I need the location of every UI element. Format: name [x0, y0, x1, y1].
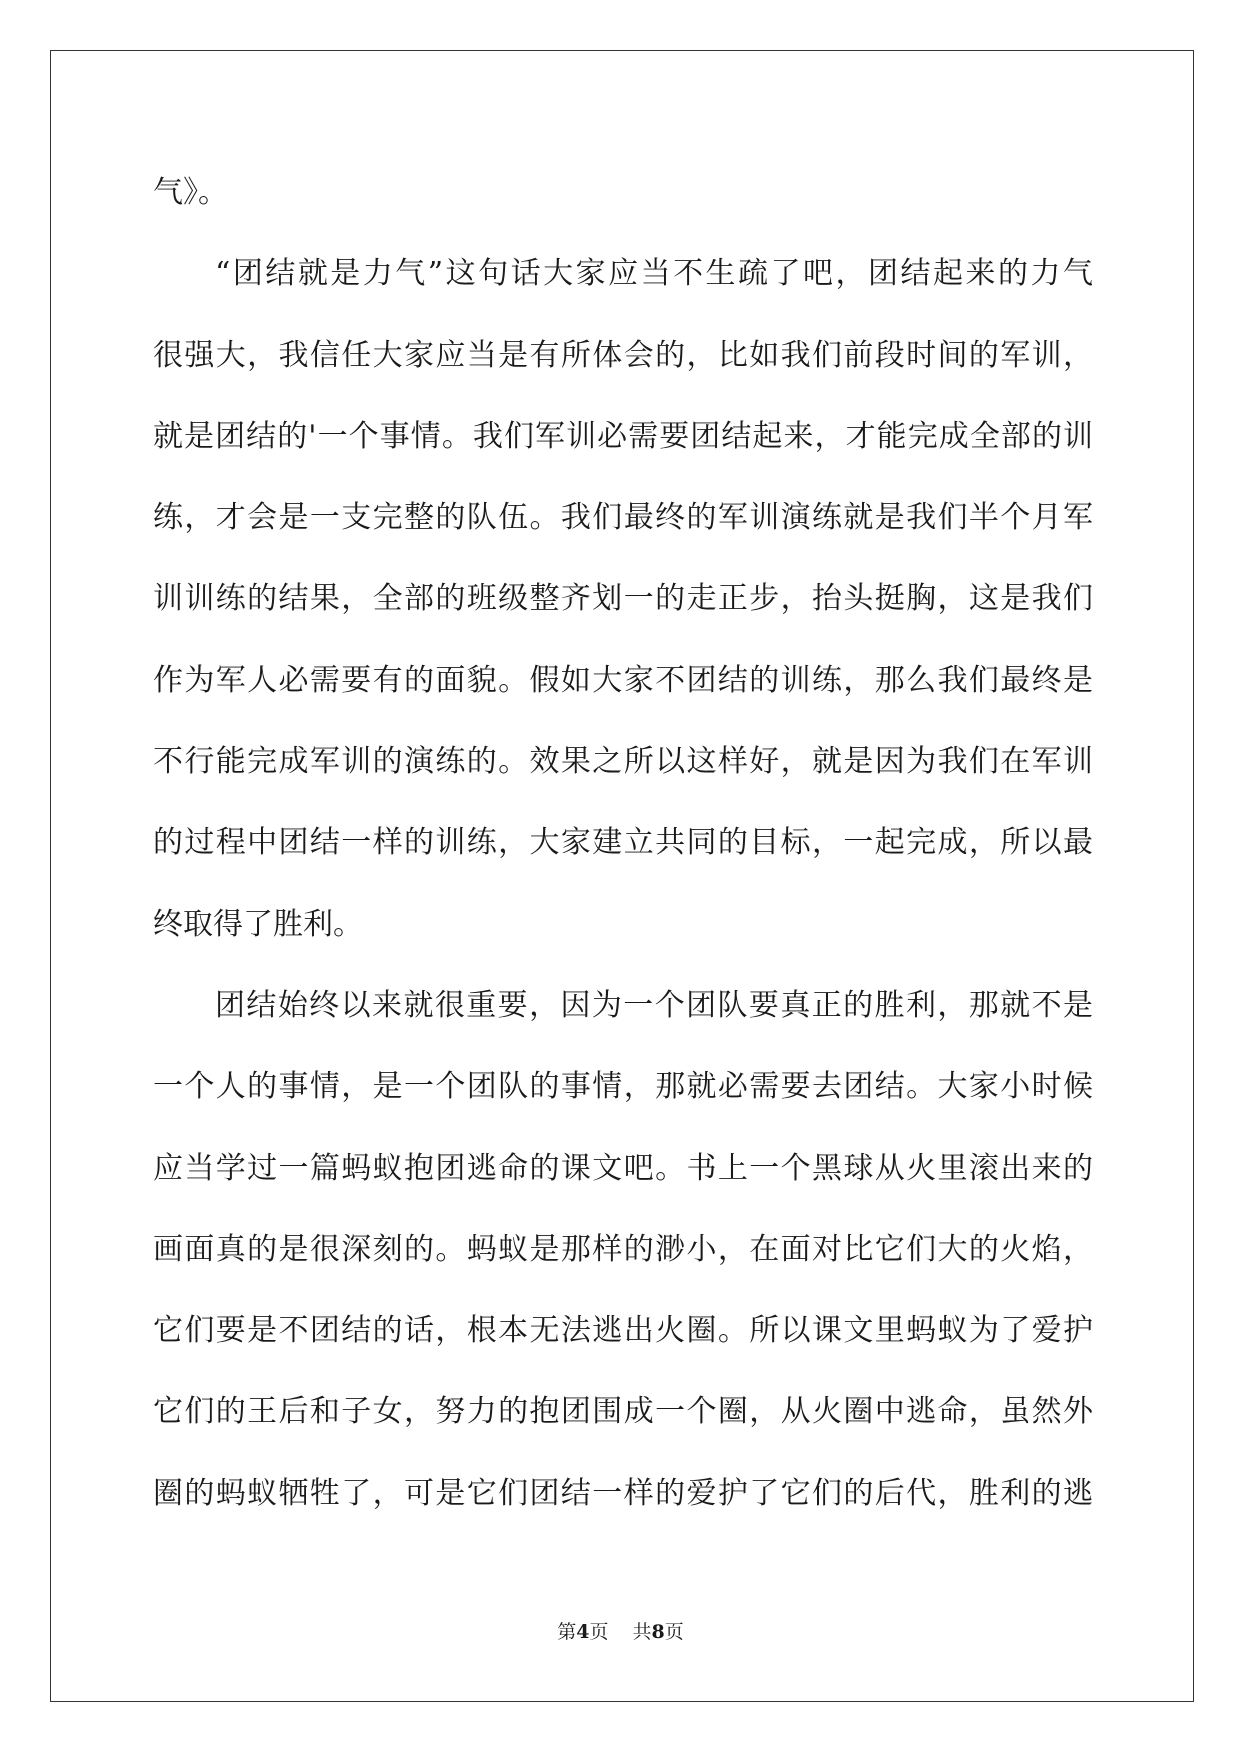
total-page-number: 8	[651, 1621, 665, 1643]
page-footer	[0, 1617, 1241, 1644]
footer-total-prefix: 共	[632, 1621, 652, 1643]
text-line: 训训练的结果，全部的班级整齐划一的走正步，抬头挺胸，这是我们	[153, 581, 1093, 617]
text-line: 它们的王后和子女，努力的抱团围成一个圈，从火圈中逃命，虽然外	[153, 1394, 1093, 1430]
document-body	[153, 152, 1093, 1534]
text-line: 的过程中团结一样的训练，大家建立共同的目标，一起完成，所以最	[153, 825, 1093, 861]
footer-prefix: 第	[557, 1621, 577, 1643]
text-line: 很强大，我信任大家应当是有所体会的，比如我们前段时间的军训，	[153, 337, 1093, 373]
text-line: 团结始终以来就很重要，因为一个团队要真正的胜利，那就不是	[215, 987, 1093, 1023]
text-line: 它们要是不团结的话，根本无法逃出火圈。所以课文里蚂蚁为了爱护	[153, 1313, 1093, 1349]
text-line: 就是团结的'一个事情。我们军训必需要团结起来，才能完成全部的训	[153, 418, 1093, 454]
text-line: 终取得了胜利。	[153, 906, 363, 942]
footer-page-suffix: 页	[589, 1621, 609, 1643]
text-line: 应当学过一篇蚂蚁抱团逃命的课文吧。书上一个黑球从火里滚出来的	[153, 1150, 1093, 1186]
text-line: 气》。	[153, 175, 228, 210]
text-line: 圈的蚂蚁牺牲了，可是它们团结一样的爱护了它们的后代，胜利的逃	[153, 1475, 1093, 1511]
text-line: “团结就是力气”这句话大家应当不生疏了吧，团结起来的力气	[215, 256, 1093, 292]
text-line: 不行能完成军训的演练的。效果之所以这样好，就是因为我们在军训	[153, 744, 1093, 780]
text-line: 练，才会是一支完整的队伍。我们最终的军训演练就是我们半个月军	[153, 500, 1093, 536]
text-line: 一个人的事情，是一个团队的事情，那就必需要去团结。大家小时候	[153, 1069, 1093, 1105]
footer-total-suffix: 页	[664, 1621, 684, 1643]
text-line: 画面真的是很深刻的。蚂蚁是那样的渺小，在面对比它们大的火焰，	[153, 1231, 1093, 1267]
current-page-number: 4	[576, 1621, 590, 1643]
text-line: 作为军人必需要有的面貌。假如大家不团结的训练，那么我们最终是	[153, 662, 1093, 698]
